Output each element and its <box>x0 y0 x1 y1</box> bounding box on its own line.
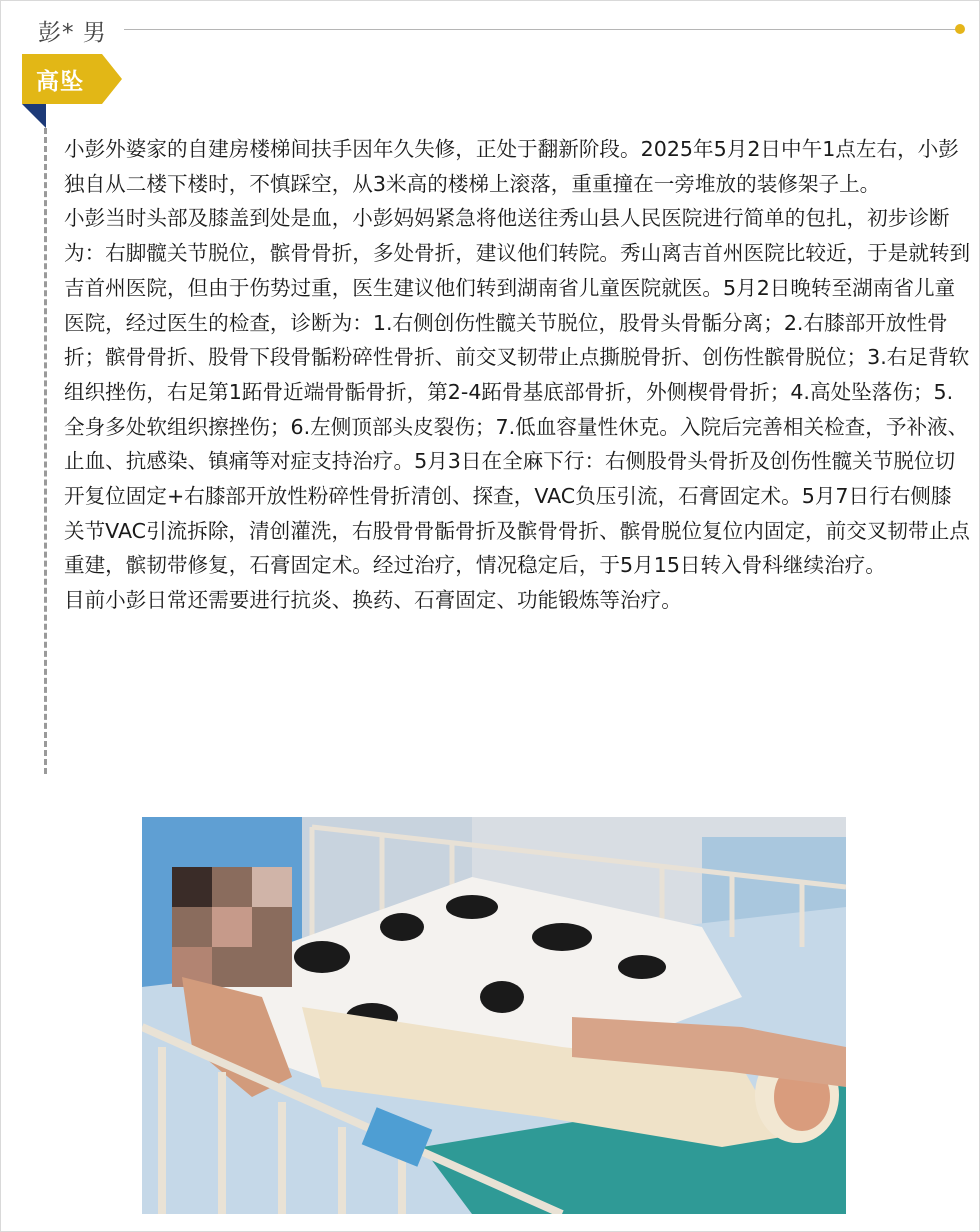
divider-dot <box>955 24 965 34</box>
hospital-bed-photo-icon <box>142 817 846 1214</box>
story-paragraph: 目前小彭日常还需要进行抗炎、换药、石膏固定、功能锻炼等治疗。 <box>64 588 682 613</box>
tag-fold-corner <box>22 104 46 128</box>
story-paragraph: 小彭当时头部及膝盖到处是血，小彭妈妈紧急将他送往秀山县人民医院进行简单的包扎，初步诊断为：右脚髋关节脱位，髌骨骨折，多处骨折，建议他们转院。秀山离吉首州医院比较近，于是就转到吉首州医院，但由于伤势过重，医生建议他们转到湖南省儿童医院就医。5月2日晚转至湖南省儿童医院，经过医生的检查，诊断为：1.右侧创伤性髋关节脱位，股骨头骨骺分离；2.右膝部开放性骨折；髌骨骨折、股骨下段骨骺粉碎性骨折、前交叉韧带止点撕脱骨折、创伤性髌骨脱位；3.右足背软组织挫伤，右足第1跖骨近端骨骺骨折，第2-4跖骨基底部骨折，外侧楔骨骨折；4.高处坠落伤；5.全身多处软组织擦挫伤；6.左侧顶部头皮裂伤；7.低血容量性休克。入院后完善相关检查，予补液、止血、抗感染、镇痛等对症支持治疗。5月3日在全麻下行：右侧股骨头骨折及创伤性髋关节脱位切开复位固定+右膝部开放性粉碎性骨折清创、探查，VAC负压引流，石膏固定术。5月7日行右侧膝关节VAC引流拆除，清创灌洗，右股骨骨骺骨折及髌骨骨折、髌骨脱位复位内固定，前交叉韧带止点重建，髌韧带修复，石膏固定术。经过治疗，情况稳定后，于5月15日转入骨科继续治疗。 <box>64 206 971 578</box>
patient-photo <box>142 817 846 1214</box>
story-text <box>64 132 972 618</box>
category-tag-label: 高坠 <box>36 69 84 95</box>
dashed-guide-line <box>44 128 47 774</box>
story-paragraph: 小彭外婆家的自建房楼梯间扶手因年久失修，正处于翻新阶段。2025年5月2日中午1点左右，小彭独自从二楼下楼时，不慎踩空，从3米高的楼梯上滚落，重重撞在一旁堆放的装修架子上。 <box>64 137 959 196</box>
header-divider <box>124 29 958 30</box>
patient-name: 彭* 男 <box>38 20 107 46</box>
